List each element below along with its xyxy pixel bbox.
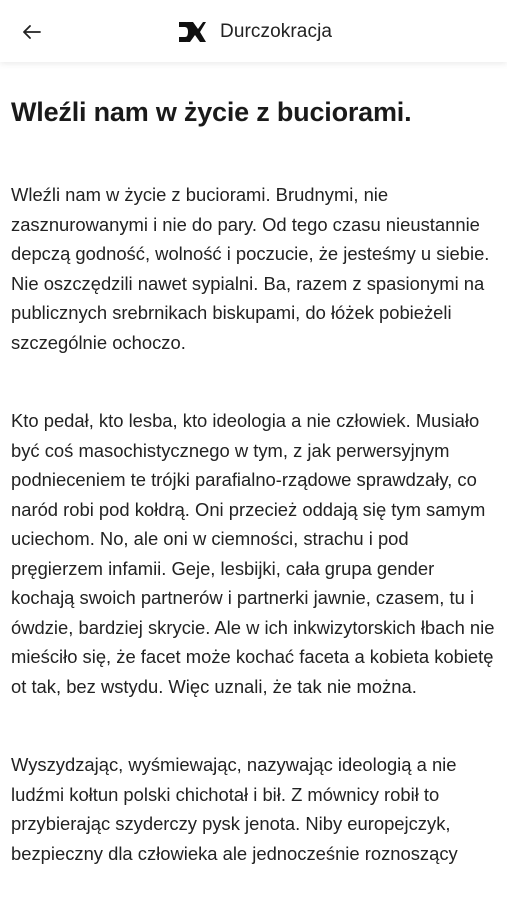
article-paragraph-2: Kto pedał, kto lesba, kto ideologia a nie człowiek. Musiało być coś masochistycznego w tym, z jak perwersyjnym podnieceniem te trójki parafialno-rządowe sprawdzały, co naród robi pod kołdrą. Oni przecież oddają się tym samym uciechom. No, ale oni w ciemności, strachu i pod pręgierzem infamii. Geje, lesbijki, cała grupa gender kochają swoich partnerów i partnerki jawnie, czasem, tu i ówdzie, bardziej skrycie. Ale w ich inkwizytorskich łbach nie mieściło się, że facet może kochać faceta a kobieta kobietę ot tak, bez wstydu. Więc uznali, że tak nie można.	[11, 410, 495, 697]
brand[interactable]	[176, 18, 332, 46]
article-paragraph-3: Wyszydzając, wyśmiewając, nazywając ideologią a nie ludźmi kołtun polski chichotał i bił. Z mównicy robił to przybierając szyderczy pysk jenota. Niby europejczyk, bezpieczny dla człowieka ale jednocześnie roznoszący	[11, 754, 458, 864]
top-bar	[0, 0, 507, 62]
article	[11, 92, 495, 917]
arrow-left-icon	[23, 25, 41, 39]
article-paragraph-1: Wleźli nam w życie z buciorami. Brudnymi, nie zasznurowanymi i nie do pary. Od tego czasu nieustannie depczą godność, wolność i poczucie, że jesteśmy u siebie. Nie oszczędzili nawet sypialni. Ba, razem z spasionymi na publicznych srebrnikach biskupami, do łóżek pobieżeli szczególnie ochoczo.	[11, 184, 490, 353]
dk-logo-icon	[176, 20, 206, 44]
back-button[interactable]	[14, 18, 50, 46]
article-title: Wleźli nam w życie z buciorami.	[11, 97, 412, 127]
site-name: Durczokracja	[220, 21, 333, 42]
